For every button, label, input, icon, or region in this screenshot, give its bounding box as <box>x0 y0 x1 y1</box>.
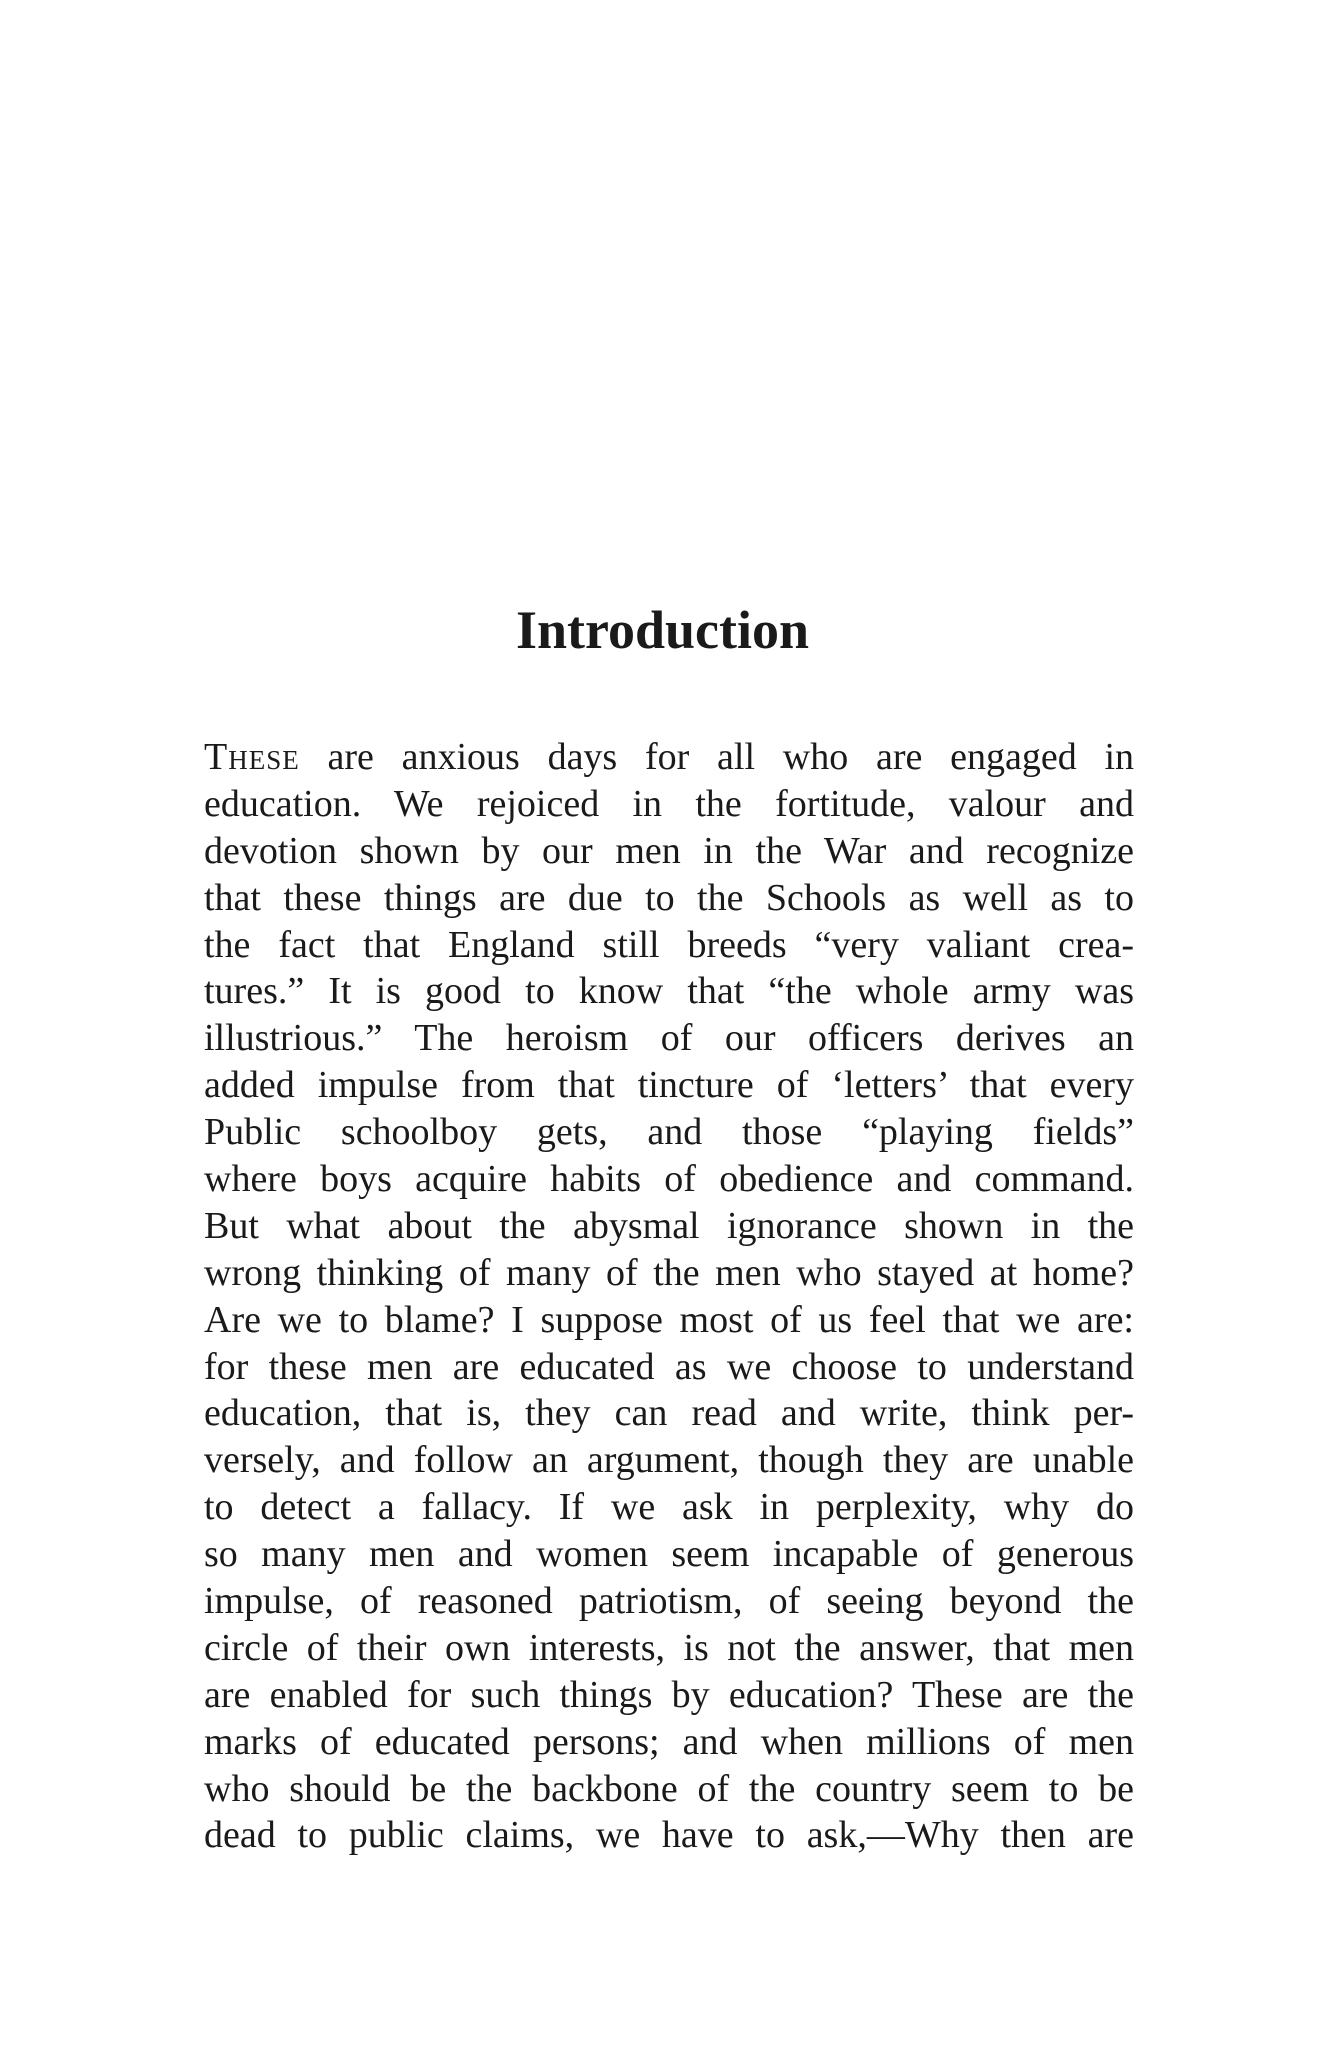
text-line: who should be the backbone of the country seem to be <box>204 1767 1134 1810</box>
text-line: versely, and follow an argument, though they are unable <box>204 1439 1134 1482</box>
text-line: wrong thinking of many of the men who stayed at home? <box>204 1251 1134 1294</box>
body-paragraph <box>204 734 1134 1859</box>
text-line: devotion shown by our men in the War and recognize <box>204 829 1134 872</box>
text-line: Public schoolboy gets, and those “playing fields” <box>204 1111 1134 1154</box>
chapter-title: Introduction <box>515 600 810 660</box>
text-line: circle of their own interests, is not the answer, that men <box>204 1626 1134 1669</box>
text-line: dead to public claims, we have to ask,—Why then are <box>204 1814 1134 1857</box>
text-line: are enabled for such things by education? These are the <box>204 1673 1134 1716</box>
text-line: for these men are educated as we choose to understand <box>204 1345 1134 1388</box>
opening-small-caps: These <box>204 736 300 778</box>
text-line: to detect a fallacy. If we ask in perplexity, why do <box>204 1486 1134 1529</box>
text-line: marks of educated persons; and when millions of men <box>204 1720 1134 1763</box>
text-line: But what about the abysmal ignorance shown in the <box>204 1204 1134 1247</box>
text-line: impulse, of reasoned patriotism, of seeing beyond the <box>204 1580 1134 1623</box>
text-line: education, that is, they can read and write, think per- <box>204 1392 1134 1435</box>
text-line: tures.” It is good to know that “the whole army was <box>204 970 1134 1013</box>
text-line: illustrious.” The heroism of our officers derives an <box>204 1017 1134 1060</box>
text-line: Are we to blame? I suppose most of us feel that we are: <box>204 1298 1134 1341</box>
text-line-content: are anxious days for all who are engaged in <box>299 736 1134 778</box>
text-line: so many men and women seem incapable of generous <box>204 1533 1134 1576</box>
text-line: the fact that England still breeds “very valiant crea- <box>204 923 1134 966</box>
text-line: added impulse from that tincture of ‘letters’ that every <box>204 1064 1134 1107</box>
text-line: that these things are due to the Schools as well as to <box>204 876 1134 919</box>
text-line: education. We rejoiced in the fortitude, valour and <box>204 782 1134 825</box>
text-line <box>204 734 1134 781</box>
text-line: where boys acquire habits of obedience and command. <box>204 1158 1134 1201</box>
